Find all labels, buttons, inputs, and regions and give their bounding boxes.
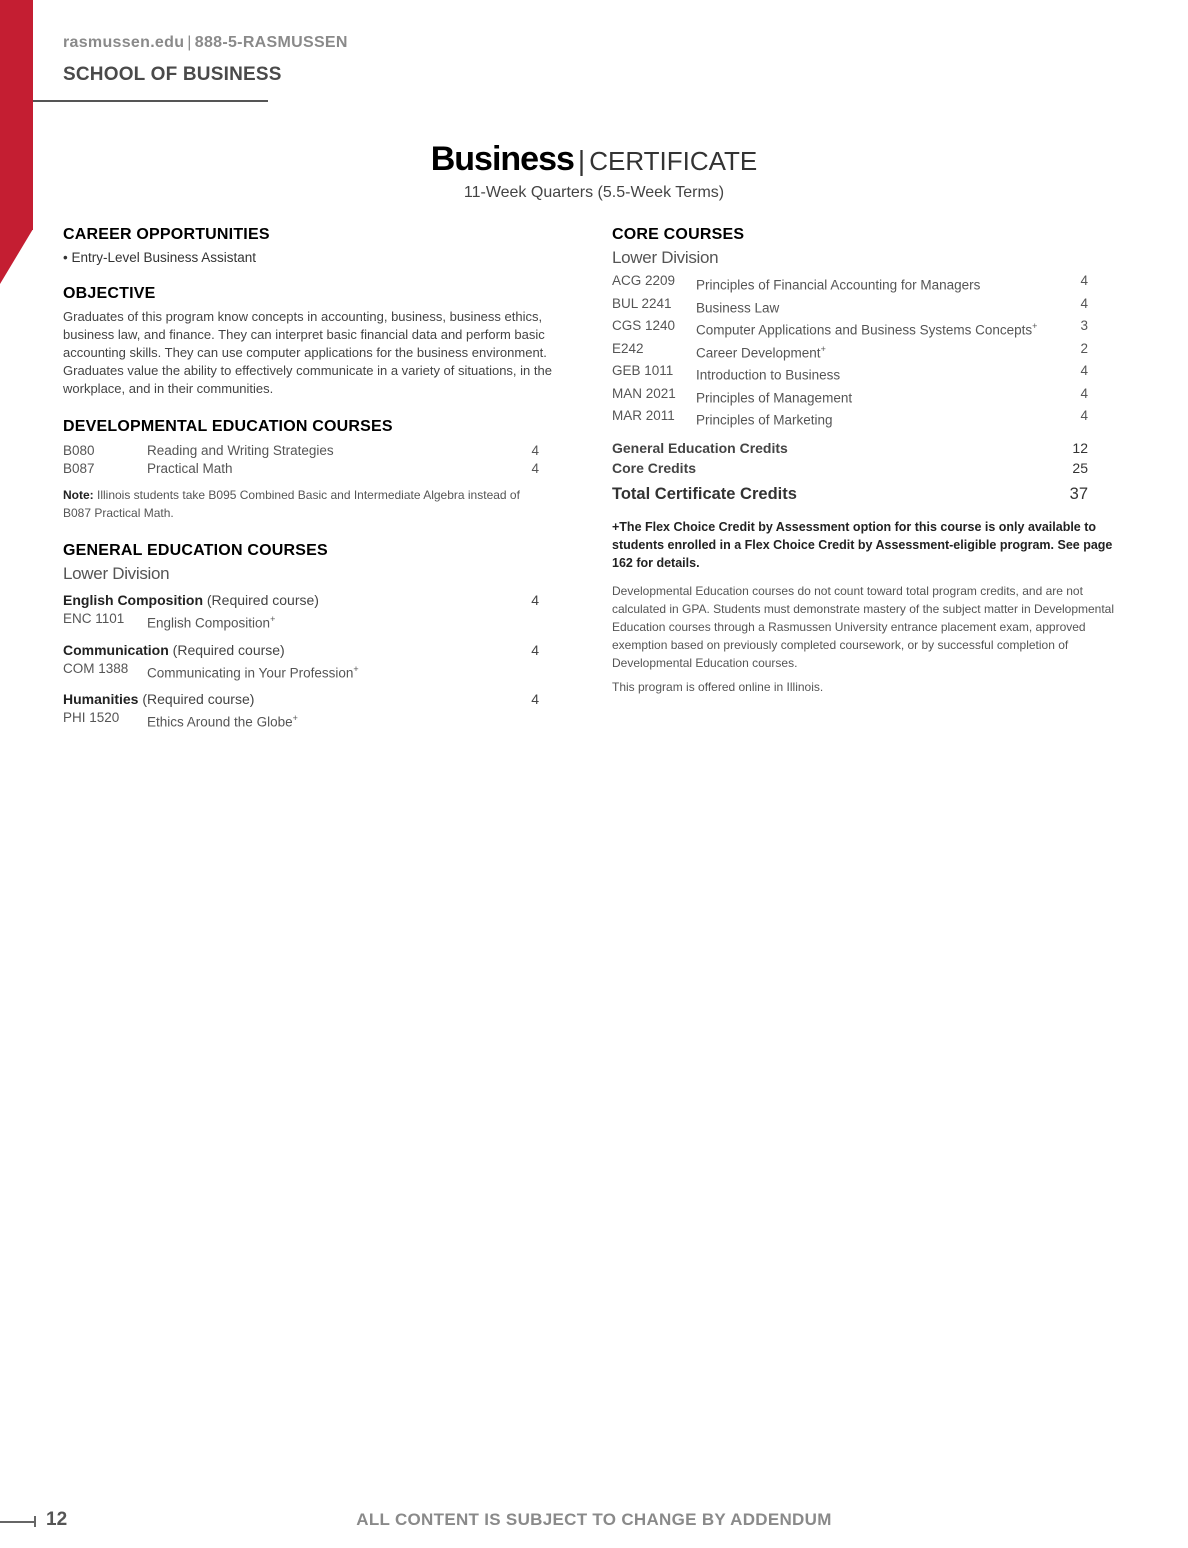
site-url: rasmussen.edu: [63, 34, 185, 51]
course-credits: 4: [1080, 273, 1088, 288]
site-phone: 888-5-RASMUSSEN: [194, 34, 348, 51]
core-division: Lower Division: [612, 248, 719, 267]
gen-ed-credits-value: 12: [1072, 439, 1088, 456]
course-name: Principles of Marketing: [696, 412, 833, 428]
course-name: Computer Applications and Business Systems Concepts: [696, 322, 1033, 338]
developmental-heading: DEVELOPMENTAL EDUCATION COURSES: [63, 418, 393, 435]
total-credits-label: Total Certificate Credits: [612, 484, 797, 503]
course-row: [63, 660, 539, 683]
course-code: ACG 2209: [612, 273, 676, 288]
course-credits: 4: [1080, 363, 1088, 378]
career-item: • Entry-Level Business Assistant: [63, 250, 257, 265]
developmental-disclaimer: Developmental Education courses do not count toward total program credits, and are not calculated in GPA. Students must demonstrate mastery of the subject matter in Developmental Education courses through a Rasmussen University entrance placement exam, approved exemption based on previously completed coursework, or by successful completion of Developmental Education courses.: [612, 583, 1115, 670]
flex-marker: +: [353, 663, 359, 674]
course-name: Introduction to Business: [696, 367, 841, 383]
course-name: Principles of Financial Accounting for Managers: [696, 277, 981, 293]
group-name: Humanities: [63, 691, 139, 707]
course-credits: 4: [531, 443, 539, 458]
page-number: 12: [46, 1509, 68, 1530]
note-label: Note:: [63, 488, 94, 502]
course-name: Practical Math: [147, 461, 233, 476]
course-code: MAN 2021: [612, 385, 676, 401]
group-requirement: (Required course): [168, 641, 285, 658]
group-name: English Composition: [63, 592, 203, 608]
course-row: [612, 385, 1088, 408]
course-row: [63, 709, 539, 732]
course-row: [612, 317, 1088, 340]
gen-ed-credits-label: General Education Credits: [612, 439, 788, 456]
gen-ed-division: Lower Division: [63, 564, 170, 583]
online-availability-note: This program is offered online in Illinois.: [612, 679, 824, 694]
course-row: [612, 272, 1088, 295]
developmental-list: [63, 442, 579, 478]
total-credits-row: [612, 484, 1088, 504]
core-credits-label: Core Credits: [612, 459, 697, 476]
course-code: B080: [63, 443, 95, 458]
group-name: Communication: [63, 641, 169, 658]
core-heading: CORE COURSES: [612, 226, 745, 243]
flex-marker: +: [1032, 321, 1038, 331]
objective-heading: OBJECTIVE: [63, 285, 156, 302]
program-type: CERTIFICATE: [589, 146, 758, 176]
course-name: Career Development: [696, 345, 821, 360]
objective-text: Graduates of this program know concepts in accounting, business, business ethics, business law, and finance. They can interpret basic financial data and perform basic accounting skills. They can use computer applications for the business environment. Graduates value the ability to effectively communicate in a variety of situations, in the workplace, and in their communities.: [63, 309, 552, 396]
course-credits: 4: [1080, 385, 1088, 401]
course-code: E242: [612, 340, 644, 356]
program-name: Business: [430, 140, 574, 178]
core-course-list: [612, 272, 1088, 430]
career-heading: CAREER OPPORTUNITIES: [63, 226, 270, 243]
right-column: [612, 226, 1124, 696]
flex-marker: +: [270, 614, 276, 624]
course-row: [612, 340, 1088, 363]
course-row: [612, 295, 1088, 318]
credit-totals: [612, 438, 1088, 504]
course-code: MAR 2011: [612, 408, 675, 423]
gen-ed-credits-row: [612, 438, 1088, 458]
course-credits: 4: [1080, 295, 1088, 311]
course-name: Business Law: [696, 300, 780, 315]
course-row: [63, 442, 539, 460]
group-credits: 4: [531, 691, 539, 707]
left-column: [63, 226, 579, 732]
group-requirement: (Required course): [138, 691, 255, 707]
course-credits: 4: [531, 461, 539, 476]
flex-marker: +: [292, 713, 298, 723]
group-requirement: (Required course): [203, 592, 319, 608]
course-row: [63, 610, 539, 633]
footer-disclaimer: ALL CONTENT IS SUBJECT TO CHANGE BY ADDENDUM: [356, 1510, 832, 1529]
gen-ed-group: [63, 590, 539, 633]
total-credits-value: 37: [1069, 484, 1088, 503]
site-contact: [63, 34, 348, 52]
flex-marker: +: [820, 343, 826, 354]
course-row: [63, 460, 539, 478]
header-rule: [33, 100, 268, 102]
course-code: B087: [63, 461, 95, 476]
course-code: COM 1388: [63, 660, 129, 676]
course-credits: 4: [1080, 408, 1088, 423]
course-name: English Composition: [147, 615, 271, 631]
school-name: SCHOOL OF BUSINESS: [63, 64, 282, 85]
course-code: GEB 1011: [612, 363, 674, 378]
course-name: Reading and Writing Strategies: [147, 443, 334, 458]
title-separator: |: [577, 145, 586, 176]
gen-ed-group: [63, 640, 539, 683]
course-row: [612, 407, 1088, 430]
developmental-note: [63, 486, 533, 522]
course-name: Communicating in Your Profession: [147, 665, 354, 680]
page-title: [0, 140, 1188, 179]
group-credits: 4: [531, 592, 539, 608]
course-code: CGS 1240: [612, 318, 676, 333]
course-code: PHI 1520: [63, 710, 120, 725]
course-name: Principles of Management: [696, 390, 853, 405]
core-credits-row: [612, 458, 1088, 478]
course-code: BUL 2241: [612, 295, 672, 311]
core-credits-value: 25: [1072, 459, 1088, 476]
accent-bar-tip: [0, 229, 33, 284]
program-schedule: 11-Week Quarters (5.5-Week Terms): [463, 184, 725, 201]
group-credits: 4: [531, 641, 539, 658]
header-separator: |: [187, 34, 192, 51]
course-credits: 2: [1080, 340, 1088, 356]
gen-ed-heading: GENERAL EDUCATION COURSES: [63, 542, 328, 559]
course-credits: 3: [1080, 318, 1088, 333]
course-code: ENC 1101: [63, 611, 125, 626]
flex-choice-note: +The Flex Choice Credit by Assessment option for this course is only available to students enrolled in a Flex Choice Credit by Assessment-eligible program. See page 162 for details.: [612, 519, 1113, 570]
course-name: Ethics Around the Globe: [147, 714, 293, 730]
course-row: [612, 362, 1088, 385]
gen-ed-group: [63, 689, 539, 732]
note-text: Illinois students take B095 Combined Basic and Intermediate Algebra instead of B087 Practical Math.: [63, 488, 520, 520]
